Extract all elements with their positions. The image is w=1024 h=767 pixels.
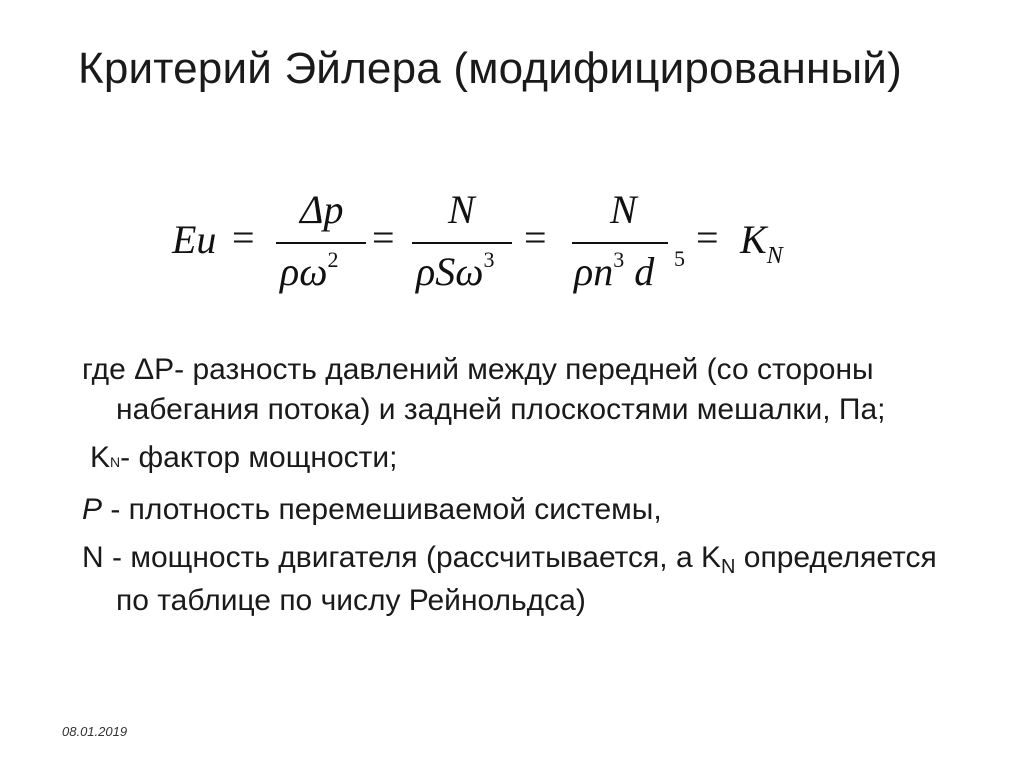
frac3-exponent-5: 5: [674, 246, 685, 271]
definition-kn: KN- фактор мощности;: [90, 441, 398, 474]
frac3-denominator: $\rho n^3$ d: [574, 247, 655, 294]
frac1-denominator: $\rho\omega^2$: [280, 247, 339, 294]
definition-n: N - мощность двигателя (рассчитывается, а $K_N$ определяется по таблице по числу Рейнольдса): [82, 541, 937, 617]
frac1-numerator: Δp: [300, 187, 344, 232]
frac2-numerator: N: [448, 187, 475, 232]
formula-eq-3: =: [524, 215, 547, 260]
formula-eq-2: =: [372, 215, 395, 260]
frac2-denominator: ρSω$^3$: [416, 247, 495, 294]
formula-eu: Eu: [172, 217, 217, 262]
frac2-line: [412, 242, 512, 244]
formula-eq-1: =: [232, 215, 255, 260]
definition-p: Р - плотность перемешиваемой системы,: [82, 493, 662, 526]
definitions-block: [82, 350, 962, 629]
frac3-numerator: N: [610, 187, 637, 232]
definition-dp: где ΔP- разность давлений между передней (со стороны набегания потока) и задней плоскостями мешалки, Па;: [82, 353, 886, 426]
formula-kn: $K_N$: [740, 217, 783, 269]
frac1-line: [276, 242, 366, 244]
frac3-line: [572, 242, 668, 244]
slide-date: 08.01.2019: [62, 724, 128, 739]
slide-title: Критерий Эйлера (модифицированный): [78, 44, 902, 93]
formula-eq-4: =: [696, 215, 719, 260]
